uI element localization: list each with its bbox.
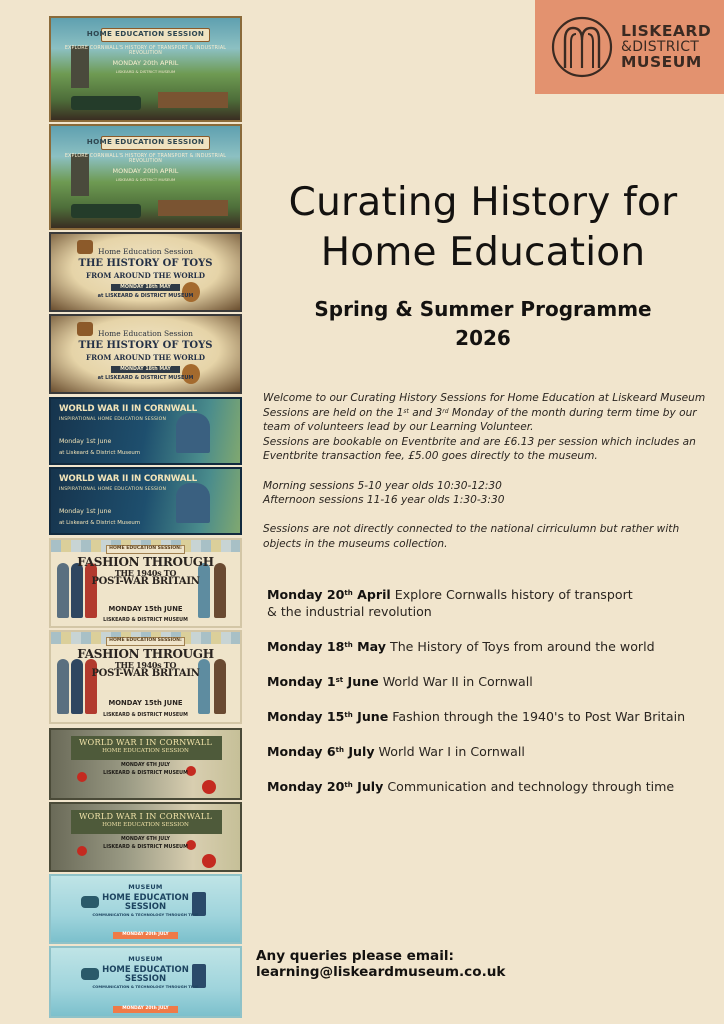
poster-title-line: POST-WAR BRITAIN: [91, 667, 200, 679]
poster-brand: MUSEUM: [128, 883, 163, 891]
session-day: Monday 20: [267, 779, 345, 794]
poster-date: Monday 1st June: [59, 508, 112, 515]
poster-venue: LISKEARD & DISTRICT MUSEUM: [103, 771, 188, 776]
poster-venue: LISKEARD & DISTRICT MUSEUM: [103, 713, 188, 718]
curriculum-note: objects in the museums collection.: [263, 537, 448, 550]
session-description: Fashion through the 1940's to Post War Britain: [388, 709, 686, 724]
poster-toys: [49, 232, 242, 312]
poster-heading: Home Education Session: [98, 329, 193, 338]
session-month: June: [343, 674, 379, 689]
arch-emblem-icon: [551, 16, 613, 78]
poster-subheading: EXPLORE CORNWALL'S HISTORY OF TRANSPORT & INDUSTRIAL REVOLUTION: [64, 154, 227, 165]
poster-venue: at Liskeard & District Museum: [59, 520, 141, 526]
intro-fragment: Monday of the month during term time by our: [448, 406, 697, 419]
poppy-icon: [202, 780, 216, 794]
intro-line: [263, 406, 713, 421]
poster-title: THE HISTORY OF TOYS: [78, 340, 213, 351]
poster-title-line: THE 1940s TO: [114, 659, 177, 670]
poster-title: WORLD WAR I IN CORNWALL: [78, 811, 213, 821]
session-description: World War II in Cornwall: [378, 674, 533, 689]
poster-heading: Home Education Session: [98, 247, 193, 256]
poster-date: MONDAY 20th JULY: [113, 932, 178, 939]
intro-line: Welcome to our Curating History Sessions for Home Education at Liskeard Museum: [263, 392, 706, 404]
poster-venue: LISKEARD & DISTRICT MUSEUM: [115, 69, 176, 74]
poster-transport: [49, 16, 242, 122]
session-description: Communication and technology through time: [383, 779, 675, 794]
poster-title-line: FASHION THROUGH: [77, 647, 214, 661]
poster-subtitle: INSPIRATIONAL HOME EDUCATION SESSION: [59, 487, 167, 492]
session-description: Explore Cornwalls history of transport: [390, 587, 633, 602]
train-illustration: [71, 204, 141, 218]
poster-date: MONDAY 18th MAY: [111, 366, 180, 373]
page-title: [258, 178, 708, 278]
poster-subheading: EXPLORE CORNWALL'S HISTORY OF TRANSPORT & INDUSTRIAL REVOLUTION: [64, 46, 227, 57]
ordinal-suffix: st: [403, 407, 409, 415]
subtitle-line-1: Spring & Summer Programme: [314, 297, 652, 321]
session-month: May: [352, 639, 386, 654]
intro-line: Sessions are bookable on Eventbrite and are £6.13 per session which includes an: [263, 435, 696, 448]
morning-sessions: Morning sessions 5-10 year olds 10:30-12:30: [263, 479, 502, 492]
poster-venue: at LISKEARD & DISTRICT MUSEUM: [97, 293, 194, 299]
contact-email[interactable]: Any queries please email: learning@liskeardmuseum.co.uk: [256, 948, 506, 980]
poppy-icon: [202, 854, 216, 868]
poster-date: MONDAY 20th APRIL: [112, 167, 179, 175]
poster-ww1: [49, 802, 242, 872]
poster-date: Monday 1st June: [59, 438, 112, 445]
session-day: Monday 20: [267, 587, 345, 602]
session-item: [267, 743, 707, 760]
poster-date: MONDAY 6TH JULY: [120, 837, 170, 842]
spacer: [263, 464, 713, 479]
poster-title-line: HOME EDUCATION: [102, 965, 189, 975]
session-item: [267, 778, 707, 795]
poster-transport: [49, 124, 242, 230]
session-day: Monday 6: [267, 744, 336, 759]
session-day: Monday 18: [267, 639, 345, 654]
poster-title: WORLD WAR II IN CORNWALL: [59, 404, 197, 414]
poster-title: [51, 648, 240, 679]
session-item: [267, 673, 707, 690]
poster-communication: [49, 874, 242, 944]
logo-line-2: &DISTRICT: [621, 39, 700, 55]
poster-date: MONDAY 18th MAY: [111, 284, 180, 291]
intro-text: [263, 391, 713, 552]
intro-fragment: and 3: [408, 406, 443, 419]
intro-line: team of volunteers lead by our Learning Volunteer.: [263, 421, 534, 434]
intro-fragment: Sessions are held on the 1: [263, 406, 404, 419]
poster-subtitle: COMMUNICATION & TECHNOLOGY THROUGH TIME: [92, 912, 199, 917]
poster-subtitle: FROM AROUND THE WORLD: [86, 353, 205, 362]
poster-fashion: [49, 538, 242, 628]
poster-title-line: POST-WAR BRITAIN: [91, 575, 200, 587]
ordinal-suffix: st: [335, 676, 344, 684]
poster-date: MONDAY 15th JUNE: [108, 605, 183, 613]
poster-heading: HOME EDUCATION SESSION:: [106, 637, 185, 646]
logo-line-1: LISKEARD: [621, 21, 712, 40]
poster-communication: [49, 946, 242, 1018]
poster-title: THE HISTORY OF TOYS: [78, 258, 213, 269]
poster-date: MONDAY 20th JULY: [113, 1006, 178, 1013]
display-table-illustration: [158, 92, 228, 108]
poster-title: [51, 894, 240, 911]
poster-title-line: HOME EDUCATION: [102, 893, 189, 903]
poster-venue: LISKEARD & DISTRICT MUSEUM: [115, 177, 176, 182]
title-line-1: Curating History for: [288, 180, 678, 225]
session-item: [267, 638, 707, 655]
poster-heading: HOME EDUCATION SESSION:: [106, 545, 185, 554]
subtitle-line-2: 2026: [455, 326, 511, 350]
poster-title: WORLD WAR I IN CORNWALL: [78, 737, 213, 747]
session-day: Monday 1: [267, 674, 336, 689]
poster-date: MONDAY 15th JUNE: [108, 699, 183, 707]
poster-venue: at Liskeard & District Museum: [59, 450, 141, 456]
ordinal-suffix: rd: [442, 407, 449, 415]
display-table-illustration: [158, 200, 228, 216]
session-day: Monday 15: [267, 709, 345, 724]
ordinal-suffix: th: [344, 641, 353, 649]
poster-title-line: SESSION: [124, 973, 167, 984]
poster-heading: HOME EDUCATION SESSION: [86, 29, 205, 38]
poster-heading: HOME EDUCATION SESSION: [86, 137, 205, 146]
poster-venue: at LISKEARD & DISTRICT MUSEUM: [97, 375, 194, 381]
session-item: [267, 708, 707, 725]
poster-title-line: THE 1940s TO: [114, 567, 177, 578]
train-illustration: [71, 96, 141, 110]
poster-subtitle: COMMUNICATION & TECHNOLOGY THROUGH TIME: [92, 984, 199, 989]
poster-brand: MUSEUM: [128, 955, 163, 963]
session-month: June: [352, 709, 389, 724]
poster-subtitle: INSPIRATIONAL HOME EDUCATION SESSION: [59, 417, 167, 422]
session-description-cont: & the industrial revolution: [267, 604, 432, 619]
museum-logo: [535, 0, 724, 94]
poster-date: MONDAY 6TH JULY: [120, 763, 170, 768]
poster-title: [51, 966, 240, 983]
poster-venue: LISKEARD & DISTRICT MUSEUM: [103, 845, 188, 850]
page-subtitle: [258, 295, 708, 353]
spacer: [263, 508, 713, 523]
poster-venue: LISKEARD & DISTRICT MUSEUM: [103, 618, 188, 623]
poster-subtitle: FROM AROUND THE WORLD: [86, 271, 205, 280]
session-schedule: [267, 586, 707, 813]
logo-wordmark: [621, 21, 712, 71]
poster-title-line: FASHION THROUGH: [77, 555, 214, 569]
session-month: April: [352, 587, 391, 602]
title-line-2: Home Education: [320, 230, 646, 275]
ordinal-suffix: th: [344, 589, 353, 597]
session-description: World War I in Cornwall: [374, 744, 525, 759]
session-month: July: [343, 744, 375, 759]
poster-date: MONDAY 20th APRIL: [112, 59, 179, 67]
poster-toys: [49, 314, 242, 394]
intro-line: Eventbrite transaction fee, £5.00 goes directly to the museum.: [263, 450, 598, 463]
poster-fashion: [49, 630, 242, 724]
curriculum-note: Sessions are not directly connected to the national cirriculumn but rather with: [263, 523, 680, 536]
ordinal-suffix: th: [344, 781, 353, 789]
session-description: The History of Toys from around the world: [386, 639, 655, 654]
poster-title-line: SESSION: [124, 901, 167, 912]
poster-subtitle: HOME EDUCATION SESSION: [102, 748, 189, 754]
poster-ww2: [49, 467, 242, 535]
session-item: [267, 586, 707, 620]
logo-line-3: MUSEUM: [621, 53, 702, 71]
poster-ww2: [49, 397, 242, 465]
poster-subtitle: HOME EDUCATION SESSION: [102, 822, 189, 828]
poster-title: WORLD WAR II IN CORNWALL: [59, 474, 197, 484]
session-month: July: [352, 779, 384, 794]
poster-title: [51, 556, 240, 587]
afternoon-sessions: Afternoon sessions 11-16 year olds 1:30-3:30: [263, 494, 505, 507]
ordinal-suffix: th: [335, 746, 344, 754]
poster-ww1: [49, 728, 242, 800]
ordinal-suffix: th: [344, 711, 353, 719]
